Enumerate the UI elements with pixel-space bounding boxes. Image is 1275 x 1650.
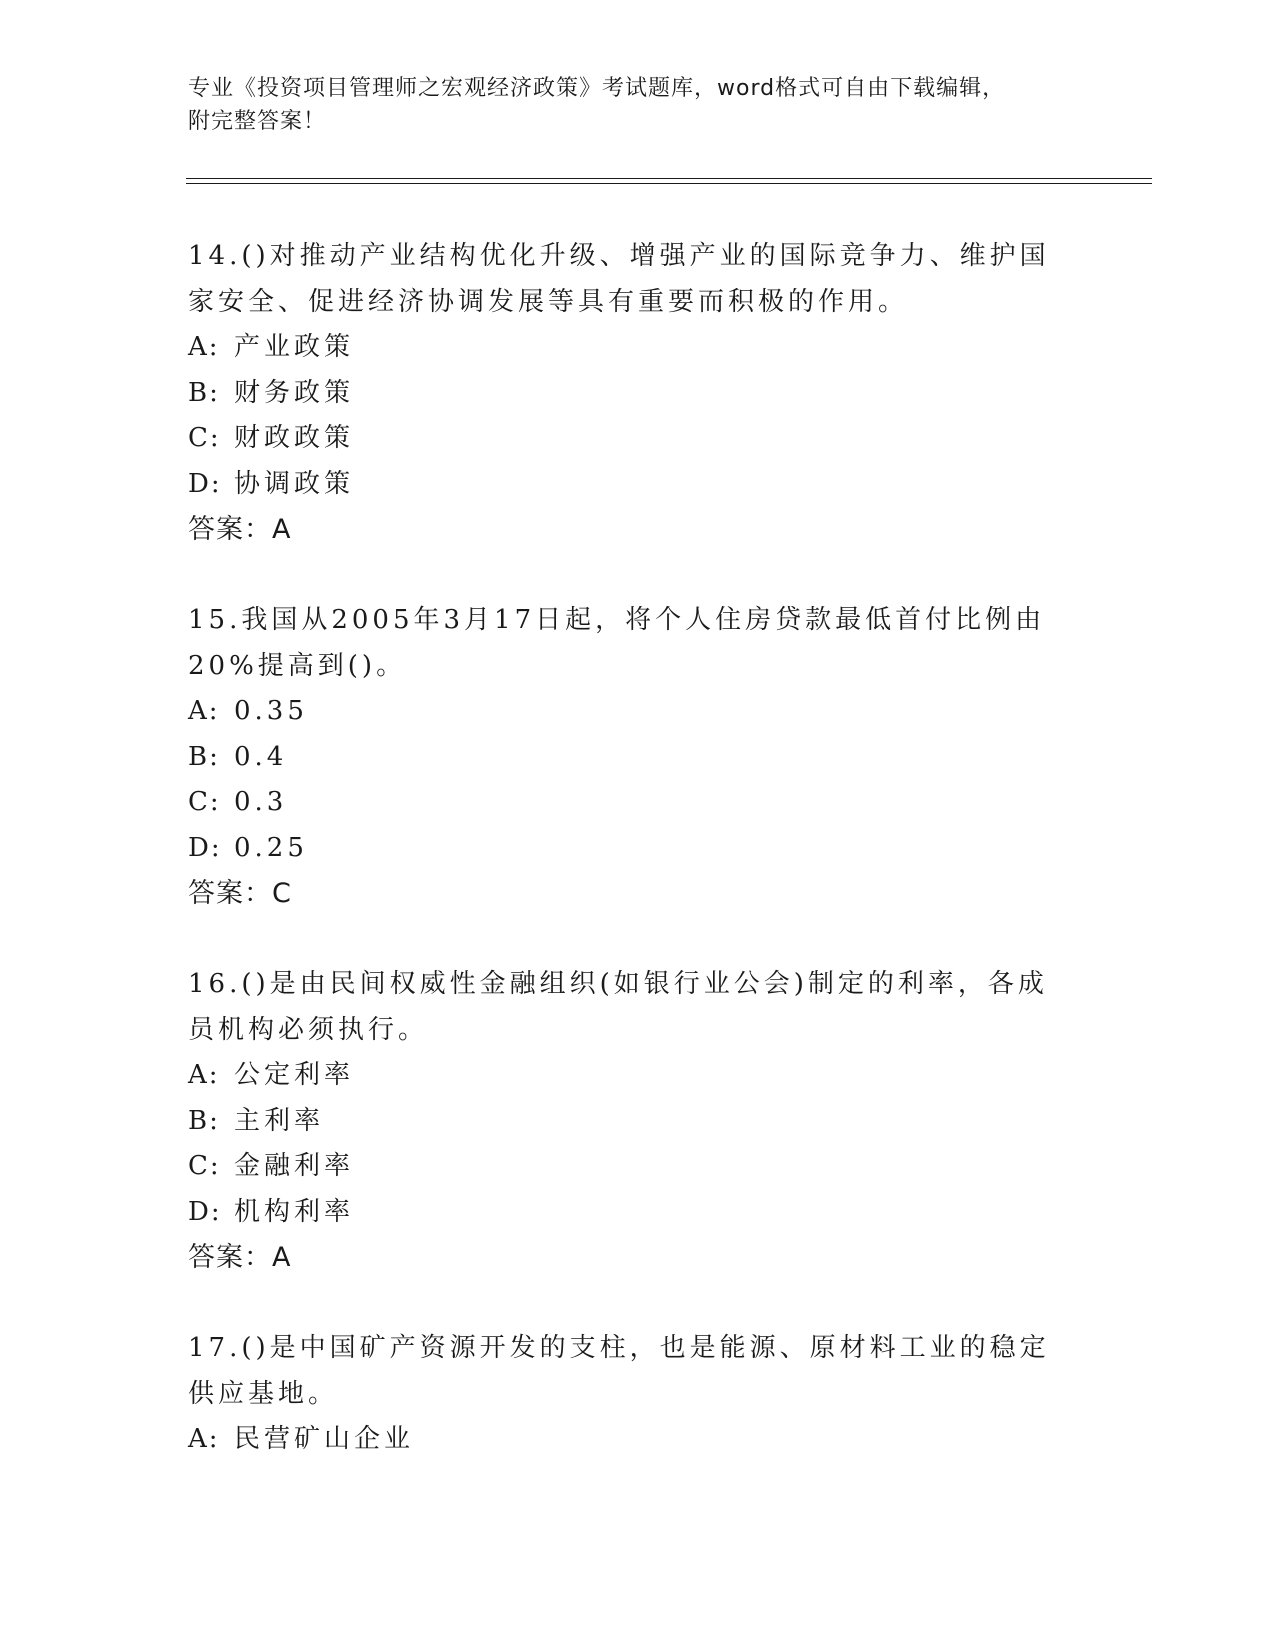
option-letter: A: bbox=[188, 332, 220, 362]
option-text: 0.3 bbox=[234, 787, 288, 817]
option-c bbox=[188, 1144, 1068, 1190]
question-17 bbox=[188, 1325, 1068, 1463]
question-16 bbox=[188, 961, 1068, 1281]
option-c bbox=[188, 780, 1068, 826]
option-letter: B: bbox=[188, 1105, 220, 1136]
option-d bbox=[188, 462, 1068, 508]
option-letter: A: bbox=[188, 1060, 220, 1090]
option-letter: D: bbox=[188, 832, 222, 863]
header-divider-bottom bbox=[186, 183, 1152, 184]
option-c bbox=[188, 416, 1068, 462]
option-letter: D: bbox=[188, 1196, 222, 1227]
header-title-line: 专业《投资项目管理师之宏观经济政策》考试题库，word格式可自由下载编辑， bbox=[188, 76, 1006, 101]
option-text: 机构利率 bbox=[234, 1196, 355, 1227]
option-text: 财政政策 bbox=[234, 423, 355, 453]
option-text: 产业政策 bbox=[234, 332, 355, 362]
answer-line: 答案：A bbox=[188, 1242, 292, 1273]
option-text: 主利率 bbox=[234, 1105, 325, 1136]
option-text: 协调政策 bbox=[234, 468, 355, 499]
option-text: 0.35 bbox=[234, 696, 308, 726]
question-stem: 16.()是由民间权威性金融组织(如银行业公会)制定的利率，各成员机构必须执行。 bbox=[188, 969, 1048, 1045]
option-letter: B: bbox=[188, 377, 220, 408]
option-text: 0.25 bbox=[234, 832, 308, 863]
answer-line: 答案：C bbox=[188, 878, 292, 909]
option-b bbox=[188, 1099, 1068, 1145]
option-a bbox=[188, 689, 1068, 735]
option-a bbox=[188, 1417, 1068, 1463]
question-stem: 14.()对推动产业结构优化升级、增强产业的国际竞争力、维护国家安全、促进经济协调发展等具有重要而积极的作用。 bbox=[188, 241, 1050, 317]
option-b bbox=[188, 735, 1068, 781]
option-text: 公定利率 bbox=[234, 1060, 355, 1090]
option-letter: A: bbox=[188, 696, 220, 726]
option-letter: C: bbox=[188, 423, 221, 453]
option-b bbox=[188, 371, 1068, 417]
option-text: 民营矿山企业 bbox=[234, 1424, 415, 1454]
option-d bbox=[188, 826, 1068, 872]
question-stem: 17.()是中国矿产资源开发的支柱，也是能源、原材料工业的稳定供应基地。 bbox=[188, 1333, 1050, 1409]
option-letter: B: bbox=[188, 741, 220, 772]
option-a bbox=[188, 1053, 1068, 1099]
header-subtitle-line: 附完整答案！ bbox=[188, 109, 327, 134]
option-text: 0.4 bbox=[234, 741, 288, 772]
question-14 bbox=[188, 233, 1068, 553]
option-text: 金融利率 bbox=[234, 1151, 355, 1181]
header-divider-top bbox=[186, 178, 1152, 179]
question-stem: 15.我国从2005年3月17日起，将个人住房贷款最低首付比例由20%提高到()。 bbox=[188, 605, 1046, 681]
answer-line: 答案：A bbox=[188, 514, 292, 545]
question-15 bbox=[188, 597, 1068, 917]
document-header bbox=[188, 72, 1088, 138]
option-letter: D: bbox=[188, 468, 222, 499]
option-a bbox=[188, 325, 1068, 371]
option-text: 财务政策 bbox=[234, 377, 355, 408]
option-letter: C: bbox=[188, 787, 221, 817]
option-letter: C: bbox=[188, 1151, 221, 1181]
option-letter: A: bbox=[188, 1424, 220, 1454]
option-d bbox=[188, 1190, 1068, 1236]
